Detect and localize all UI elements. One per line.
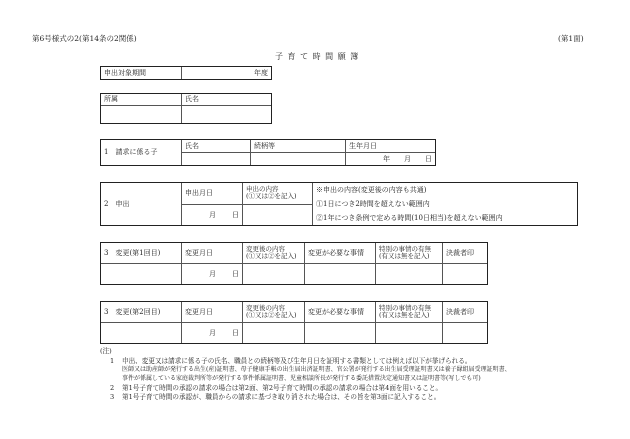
employee-name-field[interactable]	[182, 106, 272, 124]
change-1-date-field[interactable]: 月 日	[182, 264, 243, 285]
change-2-content-label: 変更後の内容 (①又は②を記入)	[243, 302, 305, 323]
child-table	[100, 139, 436, 166]
change-2-approver-seal[interactable]	[443, 323, 488, 344]
change-1-table	[100, 242, 488, 285]
change-2-date-label: 変更月日	[182, 302, 243, 323]
request-date-label: 申出月日	[182, 183, 243, 205]
birth-month-suffix: 月	[404, 154, 411, 163]
note-1-detail-1: 医師又は助産師が発行する出生(産)証明書、母子健康手帳の出生届出済証明書、官公署が発行する出生届受理証明書又は養子縁組届受理証明書、	[122, 366, 511, 373]
notes-heading: (注)	[100, 347, 112, 355]
page-label: (第1面)	[558, 34, 584, 43]
change-2-special-label: 特別の事情の有無 (有又は無を記入)	[376, 302, 443, 323]
birth-day-suffix: 日	[425, 154, 432, 163]
child-birth-field[interactable]	[346, 153, 436, 166]
employee-table	[100, 93, 272, 124]
change-1-reason-field[interactable]	[305, 264, 376, 285]
note-1-detail-2: 事件が係属している家庭裁判所等が発行する事件係属証明書、児童相談所長が発行する委託措置決定通知書又は証明書等(写しでも可)	[122, 375, 481, 382]
form-number: 第6号様式の2(第14条の2関係)	[32, 34, 137, 43]
period-suffix: 年度	[254, 68, 268, 77]
employee-name-label: 氏名	[182, 94, 272, 106]
child-section-label: 1 請求に係る子	[101, 140, 182, 166]
request-note	[313, 183, 578, 226]
change-2-blank	[101, 323, 182, 344]
note-2-number: 2	[110, 384, 115, 392]
change-2-section-label: 3 変更(第2回目)	[101, 302, 182, 323]
note-3-number: 3	[110, 393, 115, 401]
change-2-special-field[interactable]	[376, 323, 443, 344]
change-1-section-label: 3 変更(第1回目)	[101, 243, 182, 264]
change-1-special-label: 特別の事情の有無 (有又は無を記入)	[376, 243, 443, 264]
change-1-date-label: 変更月日	[182, 243, 243, 264]
child-relation-field[interactable]	[251, 153, 346, 166]
change-1-special-field[interactable]	[376, 264, 443, 285]
note-1-number: 1	[110, 357, 115, 365]
period-label: 申出対象期間	[101, 67, 182, 80]
change-2-content-field[interactable]	[243, 323, 305, 344]
change-1-content-label: 変更後の内容 (①又は②を記入)	[243, 243, 305, 264]
request-content-field[interactable]	[243, 204, 313, 226]
change-1-approver-seal[interactable]	[443, 264, 488, 285]
change-1-blank	[101, 264, 182, 285]
change-2-reason-field[interactable]	[305, 323, 376, 344]
request-note-title: ※申出の内容(変更後の内容も共通)	[316, 186, 427, 194]
period-table	[100, 66, 272, 80]
note-2-text: 第1号子育て時間の承認の請求の場合は第2面、第2号子育て時間の承認の請求の場合は第4面を用いること。	[122, 384, 443, 392]
note-3-text: 第1号子育て時間の承認が、職員からの請求に基づき取り消された場合は、その旨を第3面に記入すること。	[122, 393, 441, 401]
note-1-text: 申出、変更又は請求に係る子の氏名、職員との続柄等及び生年月日を証明する書類としては例えば以下が挙げられる。	[122, 357, 472, 365]
change-2-table	[100, 301, 488, 344]
request-note-2: ②1年につき条例で定める時間(10日相当)を超えない範囲内	[316, 214, 503, 222]
birth-year-suffix: 年	[383, 154, 390, 163]
request-date-field[interactable]: 月 日	[182, 204, 243, 226]
page-title: 子 育 て 時 間 願 簿	[275, 52, 360, 61]
request-section-label: 2 申出	[101, 183, 182, 226]
period-value[interactable]	[182, 67, 272, 80]
child-name-label: 氏名	[182, 140, 251, 153]
request-note-1: ①1日につき2時間を超えない範囲内	[316, 200, 430, 208]
child-name-field[interactable]	[182, 153, 251, 166]
affiliation-field[interactable]	[101, 106, 182, 124]
affiliation-label: 所属	[101, 94, 182, 106]
change-2-date-field[interactable]: 月 日	[182, 323, 243, 344]
change-1-approver-label: 決裁者印	[443, 243, 488, 264]
change-1-content-field[interactable]	[243, 264, 305, 285]
child-birth-label: 生年月日	[346, 140, 436, 153]
request-content-label: 申出の内容 (①又は②を記入)	[243, 183, 313, 205]
request-table	[100, 182, 578, 226]
change-2-reason-label: 変更が必要な事情	[305, 302, 376, 323]
child-relation-label: 続柄等	[251, 140, 346, 153]
change-2-approver-label: 決裁者印	[443, 302, 488, 323]
change-1-reason-label: 変更が必要な事情	[305, 243, 376, 264]
